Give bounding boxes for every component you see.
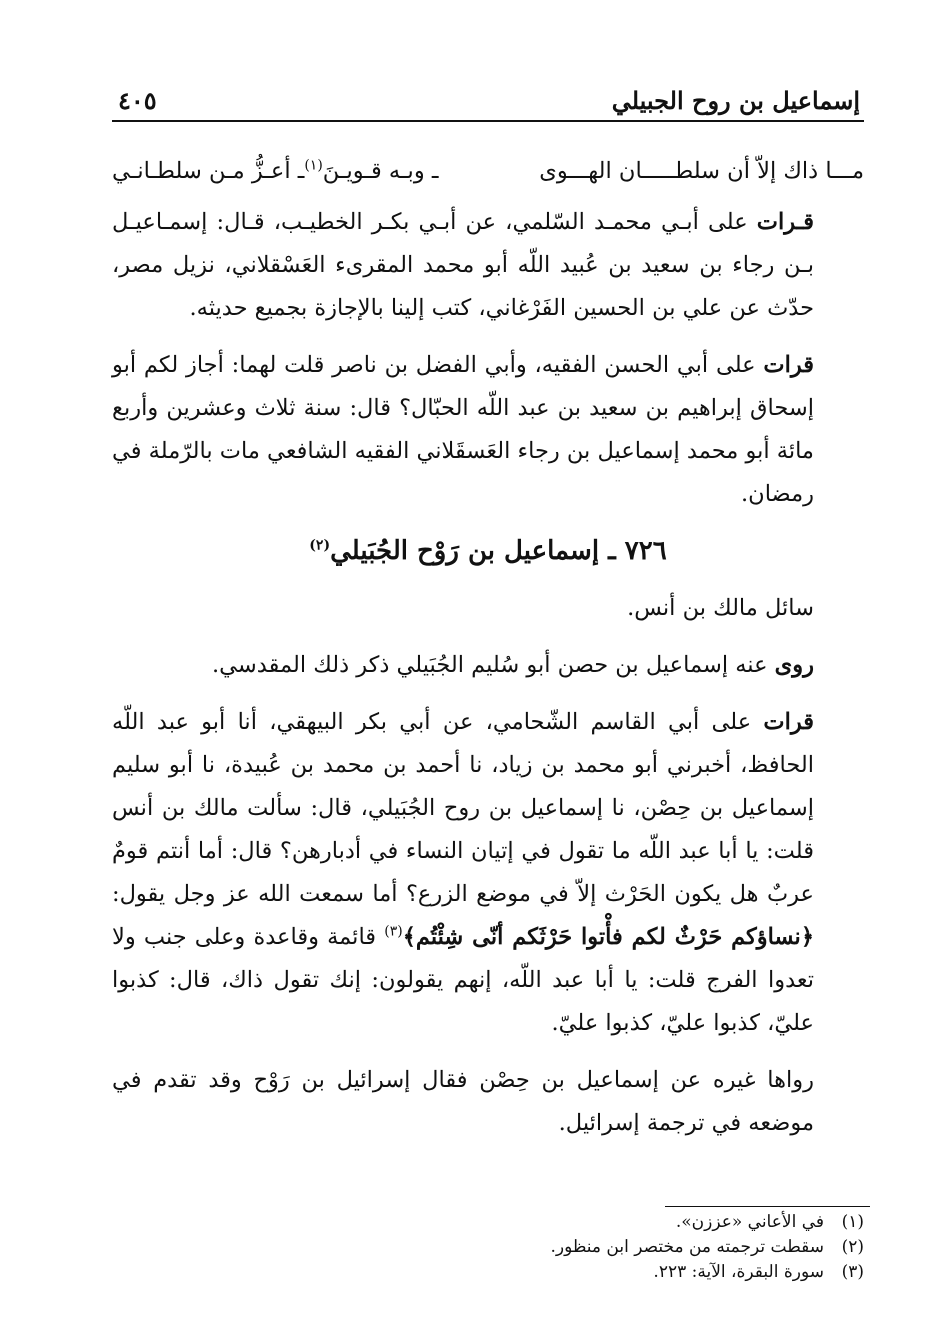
paragraph-lead: قرات	[763, 709, 814, 735]
footnote-ref-3: (٣)	[384, 923, 403, 940]
verse-right-hemistich: مـــا ذاك إلاّ أن سلطـــــان الهـــوى	[539, 158, 864, 184]
paragraph-lead: قرات	[763, 352, 814, 378]
page-number: ٤٠٥	[118, 86, 157, 115]
paragraph-text: على أبي القاسم الشّحامي، عن أبي بكر البيهقي، أنا أبو عبد اللّه الحافظ، أخبرني أبو محمد بن زياد، نا أحمد بن محمد بن عُبيدة، نا أبو سليم إسماعيل بن حِصْن، نا إسماعيل بن روح الجُبَيلي، قال: سألت مالك بن أنس قلت: يا أبا عبد اللّه ما تقول في إتيان النساء في أدبارهن؟ قال: أما أنتم قومٌ عربٌ هل يكون الحَرْث إلاّ في موضع الزرع؟ أما سمعت الله عز وجل يقول:	[112, 709, 814, 907]
bio-paragraph-3	[112, 701, 864, 1045]
footnote-1	[112, 1210, 864, 1235]
bio-paragraph-2	[112, 644, 864, 687]
footnote-number: (١)	[841, 1212, 864, 1232]
verse-left-part-b: ـ أعـزُّ مـن سلطـانـي	[112, 158, 305, 184]
paragraph-text: على أبـي محمـد السّلمي، عن أبـي بكـر الخطيـب، قـال: إسمـاعيـل بـن رجاء بن سعيد بن عُبيد اللّه أبو محمد المقرىء العَسْقلاني، نزيل مصر، حدّث عن علي بن الحسين الفَرْغاني، كتب إلينا بالإجازة بجميع حديثه.	[112, 209, 814, 321]
bio-paragraph-4: رواها غيره عن إسماعيل بن حِصْن فقال إسرائيل بن رَوْح وقد تقدم في موضعه في ترجمة إسرائيل.	[112, 1067, 814, 1136]
footnote-ref-1: (١)	[304, 157, 323, 174]
poem-verse	[112, 150, 864, 193]
biography-title: ٧٢٦ ـ إسماعيل بن رَوْح الجُبَيلي	[330, 536, 667, 566]
footnote-divider	[665, 1206, 870, 1207]
paragraph-text: عنه إسماعيل بن حصن أبو سُليم الجُبَيلي ذكر ذلك المقدسي.	[212, 652, 775, 678]
footnote-3	[112, 1260, 864, 1285]
running-title: إسماعيل بن روح الجبيلي	[611, 86, 860, 115]
verse-left-hemistich	[112, 150, 438, 193]
bio-paragraph-1: سائل مالك بن أنس.	[627, 595, 814, 621]
footnote-2	[112, 1235, 864, 1260]
footnote-text: سقطت ترجمته من مختصر ابن منظور.	[550, 1237, 824, 1257]
footnote-number: (٣)	[841, 1262, 864, 1282]
running-header	[112, 84, 864, 122]
paragraph-2	[112, 344, 864, 516]
paragraph-1	[112, 201, 864, 330]
footnote-ref-2: (٢)	[309, 537, 331, 554]
footnote-text: في الأعاني «عززن».	[675, 1212, 824, 1232]
footnotes	[112, 1210, 864, 1285]
main-text	[112, 150, 864, 1159]
biography-heading	[112, 530, 864, 573]
verse-left-part-a: ـ وبـه قـويـنَ	[322, 158, 439, 184]
paragraph-text-cont: قائمة وقاعدة وعلى جنب ولا تعدوا الفرج قلت: يا أبا عبد اللّه، إنهم يقولون: إنك تقول ذاك، قال: كذبوا عليّ، كذبوا عليّ، كذبوا عليّ.	[112, 924, 814, 1036]
paragraph-lead: قـرات	[756, 209, 814, 235]
paragraph-text: على أبي الحسن الفقيه، وأبي الفضل بن ناصر قلت لهما: أجاز لكم أبو إسحاق إبراهيم بن سعيد بن عبد اللّه الحبّال؟ قال: سنة ثلاث وعشرين وأربع مائة أبو محمد إسماعيل بن رجاء العَسقَلاني الفقيه الشافعي مات بالرّملة في رمضان.	[112, 352, 814, 507]
footnote-number: (٢)	[841, 1237, 864, 1257]
quran-quote: ﴿نساؤكم حَرْثٌ لكم فأْتوا حَرْثَكم أنّى شِئْتُم﴾	[402, 924, 814, 950]
footnote-text: سورة البقرة، الآية: ٢٢٣.	[653, 1262, 824, 1282]
paragraph-lead: روى	[774, 652, 814, 678]
